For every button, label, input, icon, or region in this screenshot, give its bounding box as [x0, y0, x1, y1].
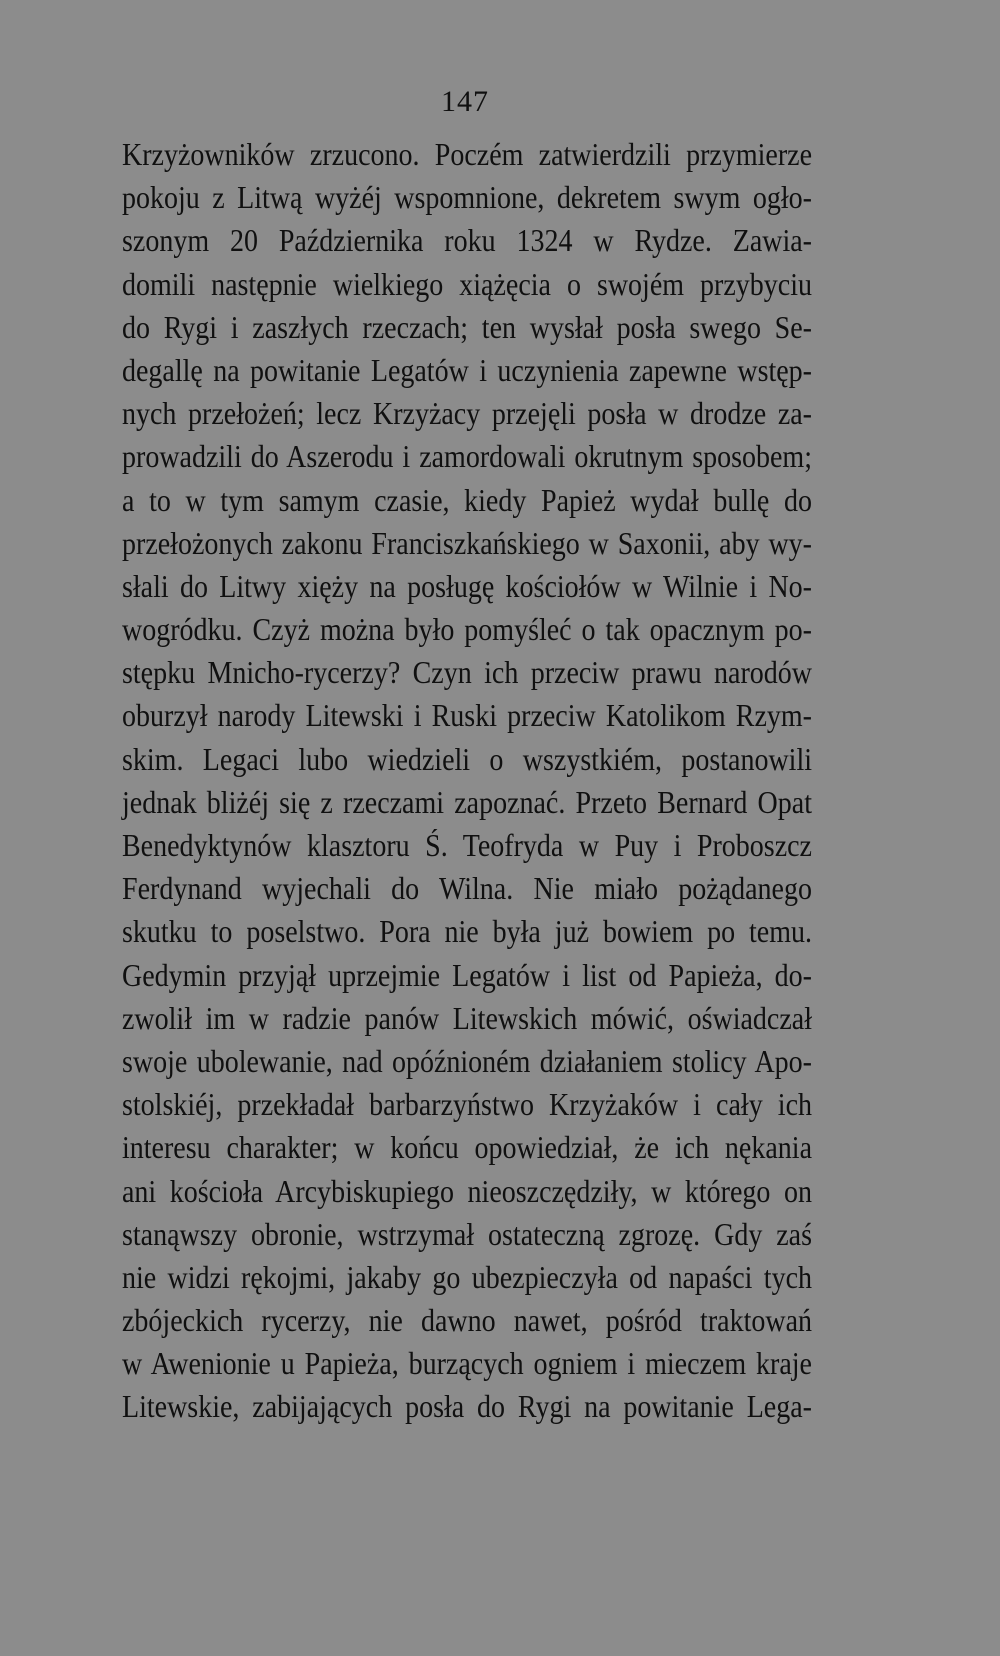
page-number: 147 — [441, 85, 489, 118]
text-line: interesu charakter; w końcu opowiedział, że ich nękania — [122, 1131, 812, 1167]
text-line: w Awenionie u Papieża, burzących ogniem i mieczem kraje — [122, 1347, 812, 1383]
text-line: stolskiéj, przekładał barbarzyństwo Krzyżaków i cały ich — [122, 1088, 812, 1123]
text-line: zwolił im w radzie panów Litewskich mówić, oświadczał — [122, 1001, 812, 1037]
text-line: stanąwszy obronie, wstrzymał ostateczną zgrozę. Gdy zaś — [122, 1217, 812, 1253]
text-line: prowadzili do Aszerodu i zamordowali okrutnym sposobem; — [122, 440, 812, 476]
text-line: a to w tym samym czasie, kiedy Papież wydał bullę do — [122, 483, 812, 519]
text-line: Gedymin przyjął uprzejmie Legatów i list od Papieża, do- — [122, 958, 812, 994]
body-text — [122, 134, 812, 1430]
text-line: Benedyktynów klasztoru Ś. Teofryda w Puy i Proboszcz — [122, 829, 812, 864]
text-line: domili następnie wielkiego xiążęcia o swojém przybyciu — [122, 267, 812, 303]
text-line: nych przełożeń; lecz Krzyżacy przejęli posła w drodze za- — [122, 397, 812, 432]
text-line: stępku Mnicho-rycerzy? Czyn ich przeciw prawu narodów — [122, 656, 812, 692]
text-line: oburzył narody Litewski i Ruski przeciw Katolikom Rzym- — [122, 699, 812, 735]
text-line: degallę na powitanie Legatów i uczynienia zapewne wstęp- — [122, 354, 812, 389]
text-line: Ferdynand wyjechali do Wilna. Nie miało pożądanego — [122, 872, 812, 908]
text-line: jednak bliżéj się z rzeczami zapoznać. Przeto Bernard Opat — [122, 785, 812, 821]
text-line: Krzyżowników zrzucono. Poczém zatwierdzili przymierze — [122, 138, 812, 173]
text-line: słali do Litwy xięży na posługę kościołów w Wilnie i No- — [122, 570, 812, 605]
text-line: skim. Legaci lubo wiedzieli o wszystkiém, postanowili — [122, 742, 812, 778]
text-line: do Rygi i zaszłych rzeczach; ten wysłał posła swego Se- — [122, 310, 812, 346]
text-line: swoje ubolewanie, nad opóźnioném działaniem stolicy Apo- — [122, 1045, 812, 1080]
text-line: skutku to poselstwo. Pora nie była już bowiem po temu. — [122, 915, 812, 951]
text-line: ani kościoła Arcybiskupiego nieoszczędziły, w którego on — [122, 1174, 812, 1210]
text-line: szonym 20 Października roku 1324 w Rydze. Zawia- — [122, 224, 812, 260]
text-line: Litewskie, zabijających posła do Rygi na powitanie Lega- — [122, 1390, 812, 1426]
text-line: przełożonych zakonu Franciszkańskiego w Saxonii, aby wy- — [122, 526, 812, 562]
text-line: pokoju z Litwą wyżéj wspomnione, dekretem swym ogło- — [122, 181, 812, 217]
text-line: nie widzi rękojmi, jakaby go ubezpieczyła od napaści tych — [122, 1261, 812, 1296]
text-line: zbójeckich rycerzy, nie dawno nawet, pośród traktowań — [122, 1304, 812, 1339]
text-line: wogródku. Czyż można było pomyśleć o tak opacznym po- — [122, 613, 812, 648]
